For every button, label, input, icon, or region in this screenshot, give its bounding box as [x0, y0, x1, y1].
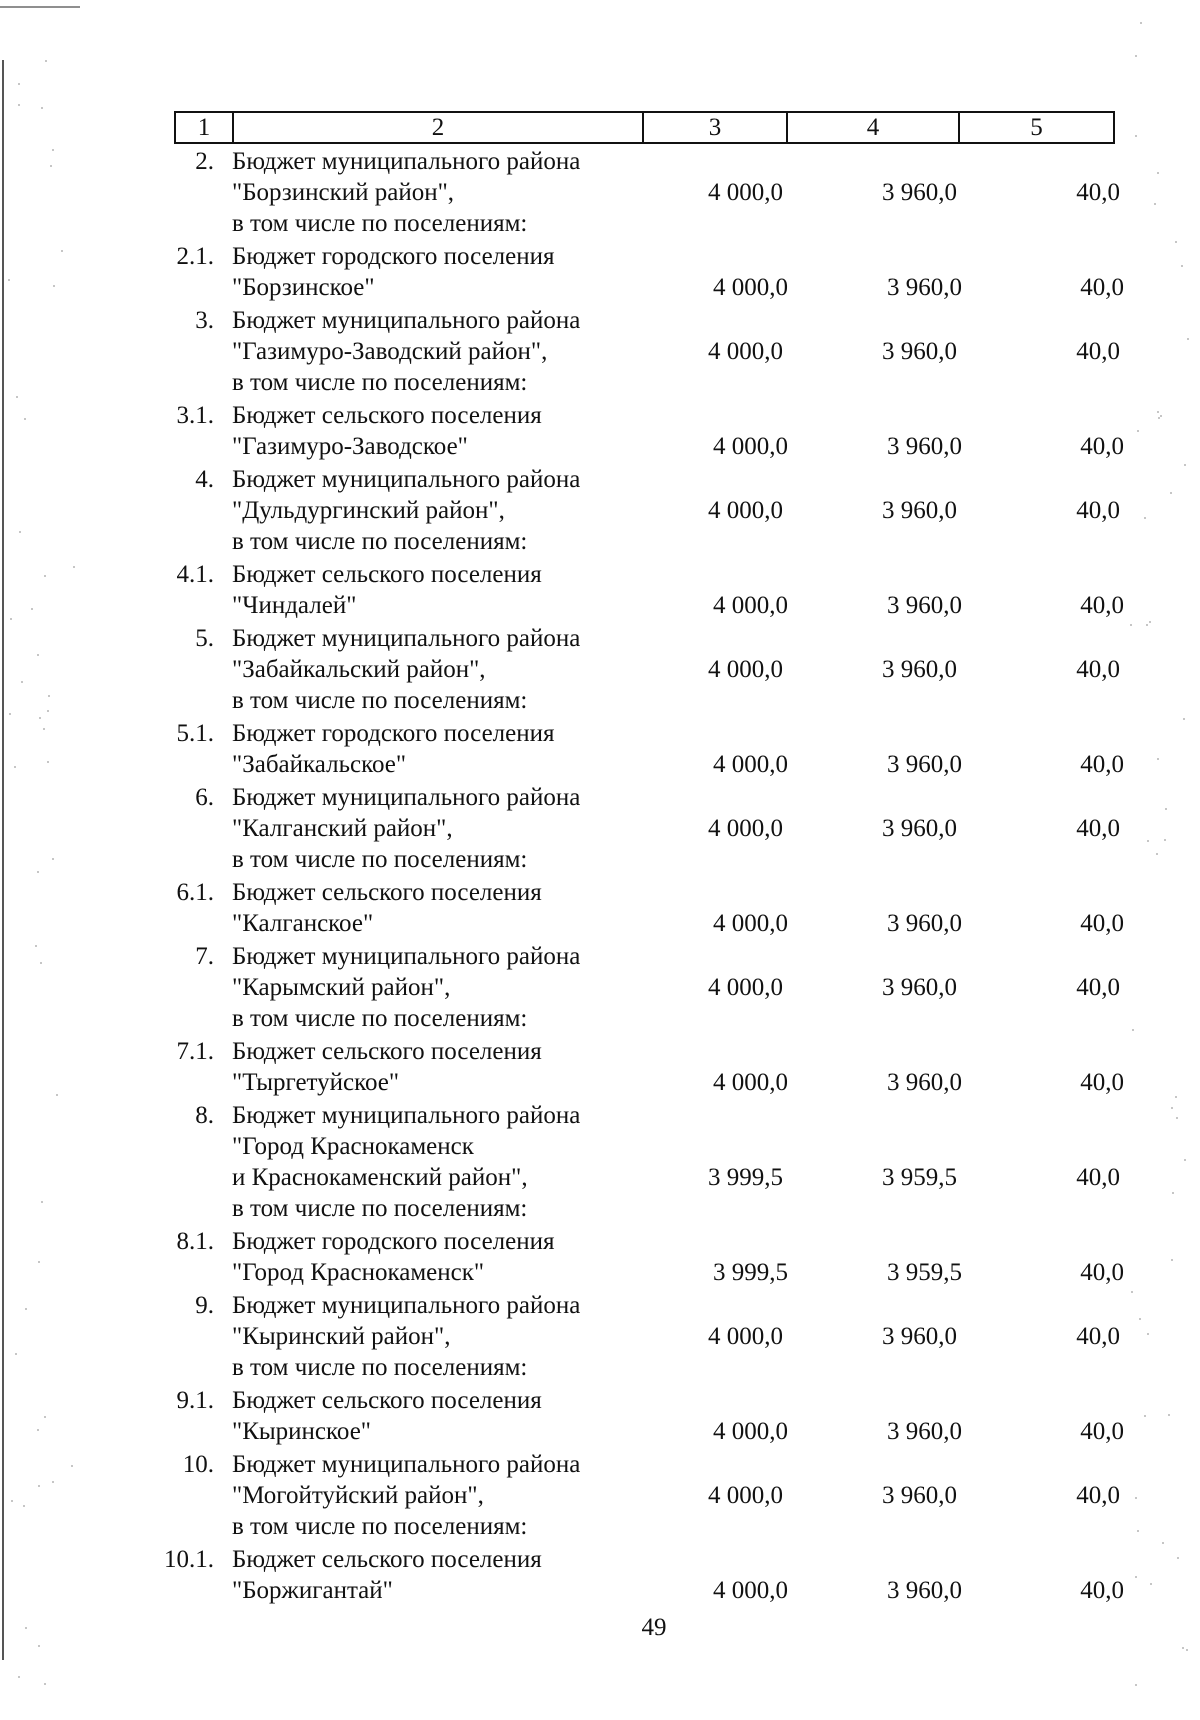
scan-speck	[1144, 517, 1146, 519]
scan-speck	[37, 871, 39, 873]
row-number: 6.	[195, 784, 214, 811]
scan-speck	[8, 279, 10, 281]
row-number: 6.1.	[176, 879, 214, 906]
value-col-5: 40,0	[1080, 1259, 1124, 1286]
scan-speck	[47, 710, 49, 712]
scan-speck	[1184, 464, 1186, 466]
value-col-4: 3 959,5	[887, 1259, 962, 1286]
table-header-row	[174, 111, 1115, 144]
budget-name	[232, 1100, 672, 1224]
value-col-3: 4 000,0	[713, 274, 788, 301]
scan-speck	[56, 1094, 58, 1096]
value-col-3: 4 000,0	[713, 1577, 788, 1604]
scan-speck	[1135, 55, 1137, 57]
budget-name-line: Бюджет муниципального района	[232, 784, 581, 811]
table-row	[0, 941, 1200, 1034]
row-number: 5.	[195, 625, 214, 652]
value-col-3: 4 000,0	[708, 1323, 783, 1350]
budget-name-line: Бюджет сельского поселения	[232, 1038, 542, 1065]
budget-name-line: Бюджет муниципального района	[232, 625, 581, 652]
scan-speck	[47, 761, 49, 763]
scan-speck	[1164, 839, 1166, 841]
table-row	[0, 1226, 1200, 1288]
scan-speck	[1150, 1583, 1152, 1585]
budget-name-line: Бюджет муниципального района	[232, 148, 581, 175]
budget-name-line: Бюджет городского поселения	[232, 243, 555, 270]
budget-name	[232, 146, 672, 239]
scan-speck	[9, 713, 11, 715]
scan-speck	[1182, 1647, 1184, 1649]
budget-name	[232, 782, 672, 875]
row-number: 3.1.	[176, 402, 214, 429]
budget-name-line: "Чиндалей"	[232, 592, 357, 619]
budget-name-line: Бюджет муниципального района	[232, 307, 581, 334]
budget-name-line: в том числе по поселениям:	[232, 528, 528, 555]
scan-speck	[1187, 338, 1189, 340]
value-col-5: 40,0	[1076, 1164, 1120, 1191]
budget-name-line: "Карымский район",	[232, 974, 451, 1001]
table-row	[0, 1036, 1200, 1098]
value-col-3: 4 000,0	[713, 592, 788, 619]
scan-speck	[52, 1481, 54, 1483]
scan-speck	[1175, 241, 1177, 243]
value-col-5: 40,0	[1080, 910, 1124, 937]
budget-name	[232, 464, 672, 557]
budget-name-line: "Кыринское"	[232, 1418, 372, 1445]
value-col-4: 3 960,0	[887, 1577, 962, 1604]
scan-speck	[38, 1261, 40, 1263]
table-row	[0, 877, 1200, 939]
scan-speck	[1175, 1096, 1177, 1098]
value-col-5: 40,0	[1076, 656, 1120, 683]
scan-speck	[43, 728, 45, 730]
table-row	[0, 241, 1200, 303]
budget-name-line: "Забайкальское"	[232, 751, 407, 778]
budget-name-line: Бюджет сельского поселения	[232, 402, 542, 429]
scan-speck	[52, 858, 54, 860]
scan-speck	[37, 1429, 39, 1431]
budget-name-line: Бюджет сельского поселения	[232, 1546, 542, 1573]
scan-speck	[25, 1627, 27, 1629]
budget-name-line: в том числе по поселениям:	[232, 1354, 528, 1381]
scan-speck	[1146, 624, 1148, 626]
scan-speck	[1147, 1333, 1149, 1335]
budget-name-line: и Краснокаменский район",	[232, 1164, 528, 1191]
value-col-4: 3 960,0	[882, 497, 957, 524]
table-row	[0, 623, 1200, 716]
scan-speck	[1157, 411, 1159, 413]
value-col-3: 4 000,0	[713, 433, 788, 460]
row-number: 8.	[195, 1102, 214, 1129]
scan-speck	[1160, 415, 1162, 417]
table-row	[0, 718, 1200, 780]
scan-speck	[1139, 1318, 1141, 1320]
scan-speck	[14, 766, 16, 768]
scan-speck	[71, 1465, 73, 1467]
scan-speck	[1144, 1415, 1146, 1417]
scan-speck	[48, 695, 50, 697]
scan-speck	[39, 717, 41, 719]
table-row	[0, 1290, 1200, 1383]
value-col-5: 40,0	[1080, 1577, 1124, 1604]
row-number: 2.	[195, 148, 214, 175]
value-col-5: 40,0	[1076, 1482, 1120, 1509]
table-row	[0, 1385, 1200, 1447]
budget-name-line: в том числе по поселениям:	[232, 846, 528, 873]
budget-name-line: Бюджет муниципального района	[232, 466, 581, 493]
scan-speck	[44, 575, 46, 577]
value-col-5: 40,0	[1080, 274, 1124, 301]
value-col-4: 3 960,0	[887, 433, 962, 460]
budget-name-line: Бюджет сельского поселения	[232, 561, 542, 588]
scan-speck	[1170, 492, 1172, 494]
value-col-4: 3 960,0	[887, 751, 962, 778]
budget-name-line: в том числе по поселениям:	[232, 369, 528, 396]
budget-name-line: "Кыринский район",	[232, 1323, 451, 1350]
scan-speck	[18, 1676, 20, 1678]
scan-speck	[1176, 1117, 1178, 1119]
budget-name	[232, 877, 672, 939]
budget-name	[232, 1385, 672, 1447]
scan-speck	[1165, 808, 1167, 810]
budget-name-line: Бюджет сельского поселения	[232, 879, 542, 906]
table-row	[0, 1544, 1200, 1606]
value-col-4: 3 960,0	[882, 1323, 957, 1350]
row-number: 2.1.	[176, 243, 214, 270]
value-col-4: 3 960,0	[887, 1418, 962, 1445]
scan-speck	[15, 1353, 17, 1355]
scan-speck	[1135, 1684, 1137, 1686]
scan-speck	[1162, 1542, 1164, 1544]
value-col-3: 4 000,0	[708, 497, 783, 524]
scan-speck	[1172, 1192, 1174, 1194]
budget-name	[232, 305, 672, 398]
value-col-3: 3 999,5	[708, 1164, 783, 1191]
table-row	[0, 1100, 1200, 1224]
table-row	[0, 559, 1200, 621]
row-number: 9.	[195, 1292, 214, 1319]
value-col-4: 3 960,0	[887, 592, 962, 619]
value-col-4: 3 960,0	[887, 1069, 962, 1096]
budget-name-line: Бюджет муниципального района	[232, 943, 581, 970]
table-body	[0, 146, 1200, 1608]
value-col-4: 3 960,0	[882, 656, 957, 683]
scan-speck	[41, 107, 43, 109]
value-col-4: 3 960,0	[882, 179, 957, 206]
budget-name	[232, 400, 672, 462]
budget-name-line: "Забайкальский район",	[232, 656, 486, 683]
value-col-3: 4 000,0	[708, 815, 783, 842]
scan-speck	[1181, 265, 1183, 267]
scan-speck	[37, 654, 39, 656]
scan-speck	[1135, 1576, 1137, 1578]
budget-name	[232, 1290, 672, 1383]
budget-name-line: "Газимуро-Заводское"	[232, 433, 468, 460]
value-col-5: 40,0	[1080, 1418, 1124, 1445]
budget-name-line: Бюджет городского поселения	[232, 1228, 555, 1255]
header-col-4: 4	[788, 113, 960, 142]
budget-name-line: Бюджет муниципального района	[232, 1292, 581, 1319]
budget-name-line: "Город Краснокаменск"	[232, 1259, 485, 1286]
value-col-4: 3 960,0	[887, 910, 962, 937]
scan-speck	[1135, 135, 1137, 137]
scan-speck	[1168, 1414, 1170, 1416]
budget-name-line: "Дульдургинский район",	[232, 497, 505, 524]
scan-speck	[16, 396, 18, 398]
budget-name-line: в том числе по поселениям:	[232, 1513, 528, 1540]
table-row	[0, 400, 1200, 462]
scan-speck	[1157, 172, 1159, 174]
value-col-4: 3 960,0	[882, 974, 957, 1001]
budget-name-line: в том числе по поселениям:	[232, 1005, 528, 1032]
table-row	[0, 464, 1200, 557]
row-number: 10.	[182, 1451, 214, 1478]
budget-name-line: "Борзинский район",	[232, 179, 455, 206]
scan-speck	[1149, 621, 1151, 623]
budget-name-line: Бюджет муниципального района	[232, 1102, 581, 1129]
value-col-5: 40,0	[1080, 1069, 1124, 1096]
budget-name	[232, 623, 672, 716]
budget-name-line: "Борзинское"	[232, 274, 375, 301]
scan-speck	[44, 1416, 46, 1418]
scan-speck	[24, 418, 26, 420]
scan-speck	[40, 962, 42, 964]
budget-name-line: в том числе по поселениям:	[232, 687, 528, 714]
scan-speck	[35, 945, 37, 947]
budget-name	[232, 559, 672, 621]
value-col-3: 3 999,5	[713, 1259, 788, 1286]
row-number: 3.	[195, 307, 214, 334]
scan-speck	[44, 1683, 46, 1685]
value-col-3: 4 000,0	[713, 910, 788, 937]
value-col-5: 40,0	[1076, 338, 1120, 365]
value-col-5: 40,0	[1076, 497, 1120, 524]
value-col-3: 4 000,0	[708, 338, 783, 365]
value-col-3: 4 000,0	[713, 1418, 788, 1445]
scan-speck	[61, 250, 63, 252]
scan-speck	[1177, 1557, 1179, 1559]
value-col-4: 3 960,0	[882, 338, 957, 365]
budget-name	[232, 1544, 672, 1606]
table-row	[0, 1449, 1200, 1542]
value-col-3: 4 000,0	[713, 751, 788, 778]
budget-name-line: "Газимуро-Заводский район",	[232, 338, 548, 365]
row-number: 7.1.	[176, 1038, 214, 1065]
scan-speck	[11, 1500, 13, 1502]
scan-speck	[1156, 853, 1158, 855]
row-number: 8.1.	[176, 1228, 214, 1255]
scan-speck	[73, 566, 75, 568]
scan-speck	[52, 149, 54, 151]
scan-speck	[1183, 718, 1185, 720]
scan-speck	[38, 1645, 40, 1647]
scan-speck	[1130, 624, 1132, 626]
value-col-5: 40,0	[1080, 751, 1124, 778]
budget-name-line: "Тыргетуйское"	[232, 1069, 400, 1096]
scan-speck	[1157, 758, 1159, 760]
scan-speck	[18, 104, 20, 106]
scan-edge-mark	[0, 6, 80, 8]
budget-name	[232, 941, 672, 1034]
scan-speck	[1171, 1259, 1173, 1261]
scan-speck	[31, 608, 33, 610]
scan-speck	[1147, 840, 1149, 842]
table-row	[0, 782, 1200, 875]
budget-name	[232, 1036, 672, 1098]
value-col-3: 4 000,0	[708, 974, 783, 1001]
value-col-4: 3 960,0	[882, 815, 957, 842]
scan-speck	[1158, 417, 1160, 419]
budget-name-line: "Могойтуйский район",	[232, 1482, 484, 1509]
scan-speck	[1131, 1291, 1133, 1293]
row-number: 9.1.	[176, 1387, 214, 1414]
scan-speck	[1140, 22, 1142, 24]
budget-name-line: в том числе по поселениям:	[232, 1195, 528, 1222]
scan-speck	[1154, 203, 1156, 205]
value-col-4: 3 960,0	[887, 274, 962, 301]
scan-speck	[25, 1308, 27, 1310]
header-col-5: 5	[1030, 113, 1043, 141]
value-col-4: 3 960,0	[882, 1482, 957, 1509]
value-col-5: 40,0	[1080, 433, 1124, 460]
value-col-5: 40,0	[1076, 815, 1120, 842]
value-col-5: 40,0	[1076, 974, 1120, 1001]
scan-speck	[19, 531, 21, 533]
budget-name-line: "Калганское"	[232, 910, 374, 937]
budget-name-line: Бюджет городского поселения	[232, 720, 555, 747]
value-col-3: 4 000,0	[713, 1069, 788, 1096]
scan-speck	[1171, 1107, 1173, 1109]
budget-name	[232, 241, 672, 303]
page-number: 49	[641, 1614, 667, 1641]
row-gap	[0, 1606, 1200, 1608]
header-col-1: 1	[176, 113, 234, 142]
value-col-3: 4 000,0	[708, 1482, 783, 1509]
row-number: 5.1.	[176, 720, 214, 747]
scan-speck	[1135, 1497, 1137, 1499]
table-row	[0, 146, 1200, 239]
table-row	[0, 305, 1200, 398]
scan-speck	[1184, 1159, 1186, 1161]
row-number: 7.	[195, 943, 214, 970]
scan-speck	[1186, 1649, 1188, 1651]
budget-name-line: Бюджет муниципального района	[232, 1451, 581, 1478]
value-col-4: 3 959,5	[882, 1164, 957, 1191]
row-number: 10.1.	[164, 1546, 214, 1573]
value-col-3: 4 000,0	[708, 656, 783, 683]
scan-speck	[38, 1485, 40, 1487]
value-col-3: 4 000,0	[708, 179, 783, 206]
scan-speck	[1137, 1530, 1139, 1532]
scan-speck	[50, 165, 52, 167]
scan-speck	[23, 1505, 25, 1507]
budget-name	[232, 1449, 672, 1542]
row-number: 4.	[195, 466, 214, 493]
scan-speck	[18, 83, 20, 85]
row-number: 4.1.	[176, 561, 214, 588]
budget-name-line: "Калганский район",	[232, 815, 453, 842]
scan-speck	[1132, 1029, 1134, 1031]
scan-speck	[1137, 430, 1139, 432]
scan-speck	[10, 618, 12, 620]
budget-name-line: Бюджет сельского поселения	[232, 1387, 542, 1414]
budget-name-line: "Город Краснокаменск	[232, 1133, 474, 1160]
scan-speck	[45, 60, 47, 62]
scan-speck	[41, 1201, 43, 1203]
budget-name	[232, 1226, 672, 1288]
scan-speck	[21, 681, 23, 683]
budget-name-line: в том числе по поселениям:	[232, 210, 528, 237]
value-col-5: 40,0	[1076, 1323, 1120, 1350]
header-col-2: 2	[234, 113, 644, 142]
budget-name	[232, 718, 672, 780]
budget-name-line: "Боржигантай"	[232, 1577, 393, 1604]
header-col-3: 3	[644, 113, 788, 142]
value-col-5: 40,0	[1080, 592, 1124, 619]
value-col-5: 40,0	[1076, 179, 1120, 206]
scan-speck	[53, 285, 55, 287]
